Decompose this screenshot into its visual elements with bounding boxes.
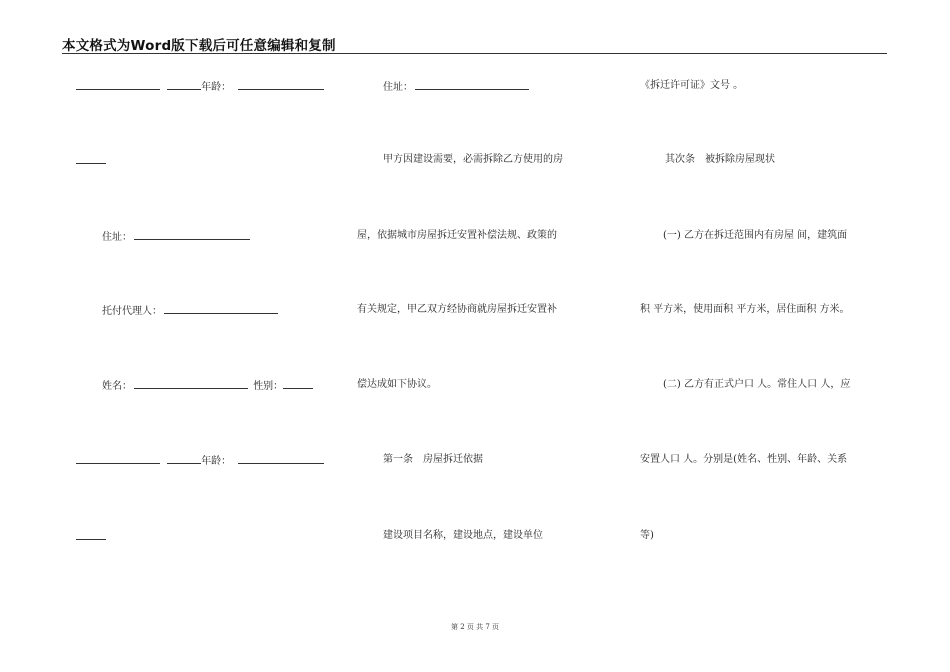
blank [167,79,201,90]
name-label: 姓名： [102,381,132,392]
gender-blank [283,378,313,389]
address-label: 住址： [102,232,132,243]
age-label: 年龄： [201,82,232,93]
agent-blank [164,303,278,314]
agent-label: 托付代理人： [102,306,162,317]
paragraph-line: (一) 乙方在拆迁范围内有房屋 间，建筑面 [663,230,848,241]
name-blank [134,378,248,389]
address-label: 住址： [383,82,413,93]
blank [76,153,106,164]
agent-row [102,303,278,317]
page-number: 第 2 页 共 7 页 [450,623,500,631]
blank [167,453,201,464]
blank [76,529,106,540]
blank-row-2 [76,529,106,543]
name-blank [76,79,160,90]
address-row [383,79,529,93]
paragraph-line: (二) 乙方有正式户口 人。常住人口 人，应 [663,379,851,390]
paragraph-line: 有关规定，甲乙双方经协商就房屋拆迁安置补 [357,304,557,315]
age-row-1 [76,79,324,93]
article-heading: 其次条 被拆除房屋现状 [665,154,775,165]
paragraph-line: 《拆迁许可证》文号 。 [640,80,744,91]
address-blank [415,79,529,90]
age-blank [238,79,324,90]
gender-label: 性别： [253,381,284,392]
address-row [102,229,250,243]
name-blank [76,453,160,464]
article-heading: 第一条 房屋拆迁依据 [383,454,483,465]
document-header-title: 本文格式为Word版下载后可任意编辑和复制 [62,38,336,54]
age-row-2 [76,453,324,467]
age-blank [238,453,324,464]
header-divider [62,53,887,54]
paragraph-line: 甲方因建设需要，必需拆除乙方使用的房 [383,154,563,165]
paragraph-line: 建设项目名称，建设地点，建设单位 [383,530,543,541]
blank-row-1 [76,153,106,167]
name-gender-row [102,378,313,392]
paragraph-line: 等) [640,530,654,541]
age-label: 年龄： [201,456,232,467]
paragraph-line: 偿达成如下协议。 [357,379,437,390]
paragraph-line: 积 平方米，使用面积 平方米，居住面积 方米。 [640,304,850,315]
paragraph-line: 安置人口 人。分别是(姓名、性别、年龄、关系 [640,454,848,465]
address-blank [134,229,250,240]
paragraph-line: 屋，依据城市房屋拆迁安置补偿法规、政策的 [357,230,557,241]
